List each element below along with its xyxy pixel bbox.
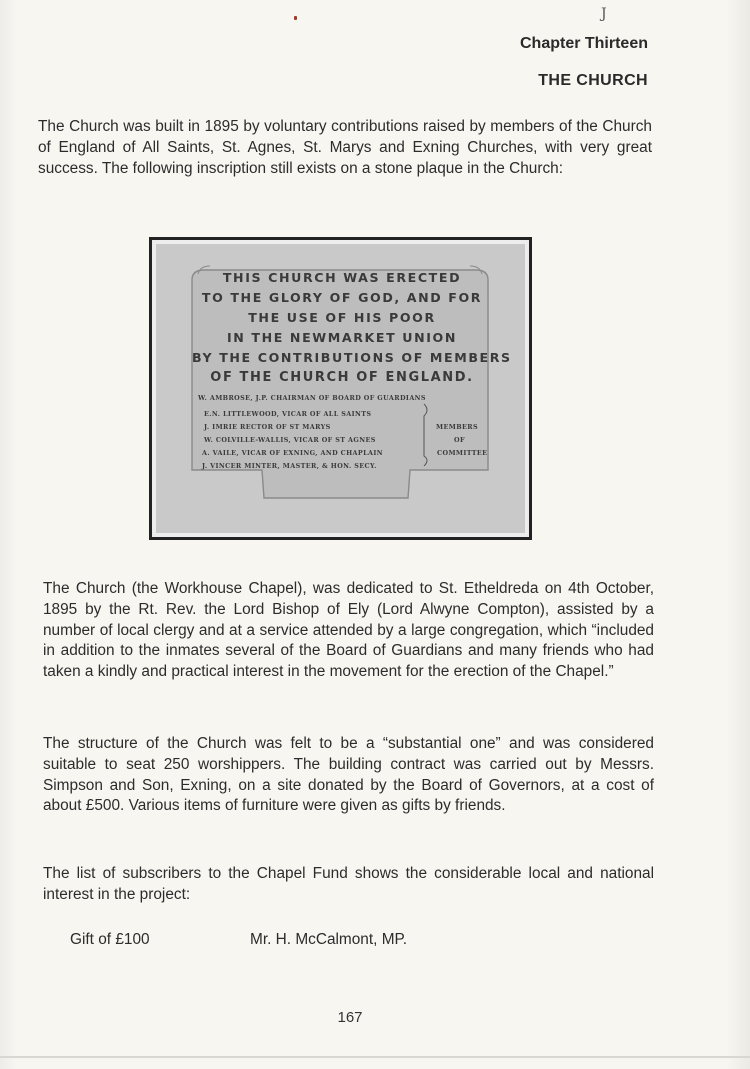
plaque-line: OF THE CHURCH OF ENGLAND. <box>210 370 474 385</box>
plaque-name-line: W. AMBROSE, J.P. CHAIRMAN OF BOARD OF GUARDIANS <box>198 394 426 402</box>
paragraph-structure: The structure of the Church was felt to be a “substantial one” and was considered suitable to seat 250 worshippers. The building contract was carried out by Messrs. Simpson and Son, Exning, on a site donated by the Board of Governors, at a cost of about £500. Various items of furniture were given as gifts by friends. <box>43 735 654 815</box>
chapter-label: Chapter Thirteen <box>519 35 648 52</box>
plaque-name-line: J. VINCER MINTER, MASTER, & HON. SECY. <box>202 462 377 470</box>
plaque-line: THE USE OF HIS POOR <box>248 310 436 325</box>
plaque-line: IN THE NEWMARKET UNION <box>227 330 457 345</box>
page-bottom-edge <box>0 1056 750 1058</box>
margin-mark: J <box>601 6 607 22</box>
plaque-line: THIS CHURCH WAS ERECTED <box>222 270 462 285</box>
page-edge-right <box>726 0 750 1069</box>
page-edge-left <box>0 0 18 1069</box>
plaque-members-line: OF <box>454 436 465 444</box>
plaque-members-line: MEMBERS <box>436 423 479 431</box>
gift-donor: Mr. H. McCalmont, MP. <box>250 931 408 948</box>
plaque-name-line: E.N. LITTLEWOOD, VICAR OF ALL SAINTS <box>204 410 372 418</box>
page-title: THE CHURCH <box>538 72 648 89</box>
page-number: 167 <box>337 1009 363 1026</box>
ink-speck <box>294 16 297 20</box>
plaque-members-line: COMMITTEE <box>437 449 488 457</box>
plaque-photo <box>149 237 532 540</box>
gift-label: Gift of £100 <box>70 931 150 948</box>
plaque-line: BY THE CONTRIBUTIONS OF MEMBERS <box>192 350 512 365</box>
plaque-name-line: J. IMRIE RECTOR OF ST MARYS <box>204 423 331 431</box>
paragraph-dedication: The Church (the Workhouse Chapel), was dedicated to St. Etheldreda on 4th October, 1895 by the Rt. Rev. the Lord Bishop of Ely (Lord Alwyne Compton), assisted by a number of local clergy and at a service attended by a large congregation, which “included in addition to the inmates several of the Board of Guardians and many friends who had taken a kindly and practical interest in the movement for the erection of the Chapel.” <box>43 580 654 681</box>
paragraph-intro: The Church was built in 1895 by voluntary contributions raised by members of the Church of England of All Saints, St. Agnes, St. Marys and Exning Churches, with very great success. The following inscription still exists on a stone plaque in the Church: <box>38 118 652 177</box>
paragraph-subscribers: The list of subscribers to the Chapel Fund shows the considerable local and national interest in the project: <box>43 865 654 903</box>
plaque-name-line: W. COLVILLE-WALLIS, VICAR OF ST AGNES <box>204 436 376 444</box>
plaque-line: TO THE GLORY OF GOD, AND FOR <box>201 290 483 305</box>
plaque-name-line: A. VAILE, VICAR OF EXNING, AND CHAPLAIN <box>202 449 384 457</box>
